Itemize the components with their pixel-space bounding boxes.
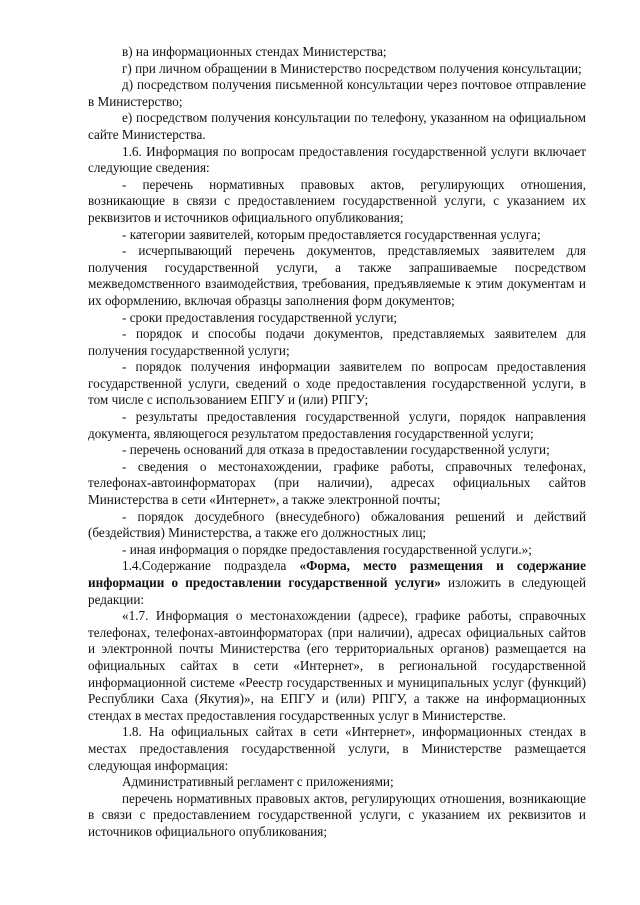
list-item-location: - сведения о местонахождении, графике работы, справочных телефонах, телефонах-автоинформаторах (при наличии), адресах официальных сайтов Министерства в сети «Интернет», а также электронной почты; [88, 458, 586, 508]
amendment-title: «Форма, место размещения и содержание информации о предоставлении государственной услуги» [88, 558, 586, 590]
list-item-results: - результаты предоставления государственной услуги, порядок направления документа, являющегося результатом предоставления государственной услуги; [88, 409, 586, 441]
paragraph-1-8: 1.8. На официальных сайтах в сети «Интернет», информационных стендах в местах предоставления государственной услуги, в Министерстве размещается следующая информация: [88, 724, 586, 773]
amendment-paragraph [88, 558, 586, 608]
list-item-legal-acts: - перечень нормативных правовых актов, регулирующих отношения, возникающие в связи с предоставлением государственной услуги, с указанием их реквизитов и источников официального опубликования; [88, 176, 586, 225]
list-item-documents: - исчерпывающий перечень документов, представляемых заявителем для получения государственной услуги, а также запрашиваемые посредством межведомственного взаимодействия, требования, предъявляемые к этим документам и их оформлению, включая образцы заполнения форм документов; [88, 243, 586, 308]
paragraph-1-7: «1.7. Информация о местонахождении (адресе), графике работы, справочных телефонах, телефонах-автоинформаторах (при наличии), адресах официальных сайтов и электронной почты Министерства (его территориальных органов) размещается на официальных сайтах в сети «Интернет», в региональной государственной информационной системе «Реестр государственных и муниципальных услуг (функций) Республики Саха (Якутия)», на ЕПГУ и (или) РПГУ, а также на информационных стендах в местах предоставления государственных услуг в Министерстве. [88, 608, 586, 723]
list-item-info-order: - порядок получения информации заявителем по вопросам предоставления государственной услуги, сведений о ходе предоставления государственной услуги, в том числе с использованием ЕПГУ и (или) РПГУ; [88, 359, 586, 408]
amendment-post: изложить в следующей редакции: [88, 575, 586, 607]
paragraph-v: в) на информационных стендах Министерства; [122, 44, 387, 59]
list-item-applicants: - категории заявителей, которым предоставляется государственная услуга; [122, 226, 541, 242]
list-item-terms: - сроки предоставления государственной услуги; [122, 309, 398, 325]
list-item-other: - иная информация о порядке предоставления государственной услуги.»; [122, 541, 532, 557]
amendment-pre: 1.4.Содержание подраздела [122, 558, 300, 574]
list-item-refusal: - перечень оснований для отказа в предоставлении государственной услуги; [122, 442, 550, 458]
paragraph-d: д) посредством получения письменной консультации через почтовое отправление в Министерство; [88, 77, 586, 109]
paragraph-e: е) посредством получения консультации по телефону, указанном на официальном сайте Министерства. [88, 110, 586, 142]
list-item-appeal: - порядок досудебного (внесудебного) обжалования решений и действий (бездействия) Министерства, а также его должностных лиц; [88, 508, 586, 541]
list-item-submission: - порядок и способы подачи документов, представляемых заявителем для получения государственной услуги; [88, 326, 586, 358]
paragraph-g: г) при личном обращении в Министерство посредством получения консультации; [122, 60, 582, 76]
list-item-regulation: Административный регламент с приложениями; [122, 774, 394, 790]
paragraph-1-6: 1.6. Информация по вопросам предоставления государственной услуги включает следующие сведения: [88, 143, 586, 176]
list-item-legal-acts-2: перечень нормативных правовых актов, регулирующих отношения, возникающие в связи с предоставлением государственной услуги, с указанием их реквизитов и источников официального опубликования; [88, 790, 586, 839]
